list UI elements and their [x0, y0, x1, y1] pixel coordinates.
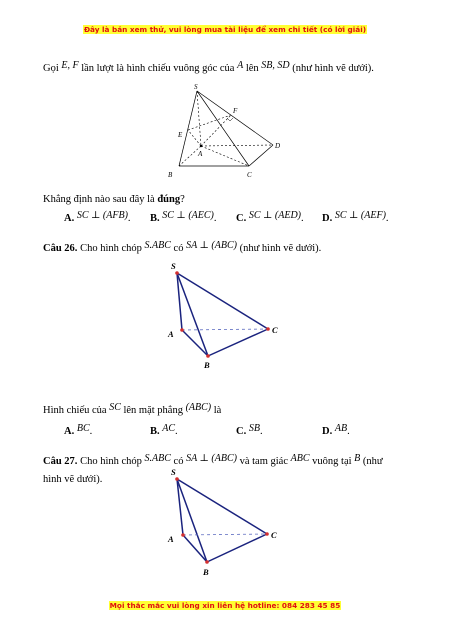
edge-SC: [177, 273, 268, 329]
text: (như hình vẽ dưới).: [239, 243, 322, 254]
q26-option-d[interactable]: D. AB.: [322, 423, 350, 437]
q26-option-a[interactable]: A. BC.: [64, 423, 93, 437]
q25-option-d[interactable]: D. SC ⊥ (AEF).: [322, 210, 389, 224]
edge-AC: [182, 329, 268, 330]
text: (như hình vẽ dưới).: [292, 63, 374, 74]
option-math: BC: [76, 423, 90, 434]
edge-SC: [197, 91, 249, 166]
edge-BC: [208, 329, 268, 356]
text: và tam giác: [239, 456, 289, 467]
label-A: A: [168, 534, 174, 544]
option-key: B.: [150, 426, 160, 437]
text: ?: [180, 194, 185, 205]
text: Khẳng định nào sau đây là: [43, 194, 155, 205]
option-math: SB: [248, 423, 260, 434]
footer-banner: Mọi thắc mắc vui lòng xin liên hệ hotline: 084 283 45 85: [109, 601, 341, 610]
label-B: B: [204, 360, 210, 370]
edge-SB: [177, 273, 208, 356]
math: SA ⊥ (ABC): [186, 453, 237, 464]
text: Cho hình chóp: [80, 456, 142, 467]
option-key: A.: [64, 426, 75, 437]
option-math: AB: [334, 423, 348, 434]
option-key: A.: [64, 213, 75, 224]
label-B: B: [168, 171, 173, 179]
point-C: [265, 532, 269, 536]
q26-stem: [43, 242, 422, 255]
math: SB, SD: [261, 60, 290, 71]
edge-CD: [249, 145, 273, 166]
text: là: [213, 405, 222, 416]
text: (như: [362, 456, 383, 467]
text: vuông tại: [312, 456, 352, 467]
text: có: [173, 456, 184, 467]
math: B: [354, 453, 361, 464]
option-key: C.: [236, 426, 247, 437]
edge-SA: [197, 91, 201, 146]
label-A: A: [168, 329, 174, 339]
option-math: SC ⊥ (AFB): [76, 210, 128, 221]
text: có: [173, 243, 184, 254]
option-math: AC: [162, 423, 176, 434]
text: lần lượt là hình chiếu vuông góc của: [81, 63, 235, 74]
label-C: C: [272, 325, 278, 335]
text: hình vẽ dưới).: [43, 474, 103, 485]
label-S: S: [194, 83, 198, 91]
question-label: Câu 27.: [43, 456, 78, 467]
point-B: [206, 354, 210, 358]
q26-option-b[interactable]: B. AC.: [150, 423, 178, 437]
label-A: A: [198, 150, 203, 158]
math: S.ABC: [144, 240, 171, 251]
q26-prompt: [43, 404, 422, 417]
label-S: S: [171, 467, 176, 477]
label-E: E: [178, 131, 183, 139]
header-banner: Đây là bản xem thử, vui lòng mua tài liệu để xem chi tiết (có lời giải): [83, 25, 367, 34]
edge-SC: [177, 479, 267, 534]
q25-prompt: [43, 193, 422, 206]
label-B: B: [203, 567, 209, 577]
point-B: [205, 560, 209, 564]
edge-SB: [179, 91, 197, 166]
option-math: SC ⊥ (AEF): [334, 210, 386, 221]
option-key: B.: [150, 213, 160, 224]
text: Hình chiếu của: [43, 405, 107, 416]
edge-AB: [182, 330, 208, 356]
q26-option-c[interactable]: C. SB.: [236, 423, 263, 437]
label-C: C: [271, 530, 277, 540]
edge-AC: [183, 534, 267, 535]
point-A: [180, 328, 184, 332]
text: Cho hình chóp: [80, 243, 142, 254]
q25-option-b[interactable]: B. SC ⊥ (AEC).: [150, 210, 217, 224]
math: S.ABC: [144, 453, 171, 464]
math: ABC: [290, 453, 310, 464]
edge-AB: [183, 535, 207, 562]
segment-AE: [188, 130, 201, 146]
text: Gọi: [43, 63, 59, 74]
segment-EF: [188, 115, 231, 130]
point-S: [175, 271, 179, 275]
q25-option-c[interactable]: C. SC ⊥ (AED).: [236, 210, 304, 224]
point-A: [181, 533, 185, 537]
text: lên: [245, 63, 259, 74]
option-key: D.: [322, 213, 333, 224]
math: SA ⊥ (ABC): [186, 240, 237, 251]
label-D: D: [275, 142, 281, 150]
question-label: Câu 26.: [43, 243, 78, 254]
point-C: [266, 327, 270, 331]
tetrahedron-figure-q26: [160, 260, 290, 375]
text: lên mặt phẳng: [123, 405, 183, 416]
edge-AD: [201, 145, 273, 146]
edge-BC: [207, 534, 267, 562]
pyramid-figure: [165, 80, 285, 180]
option-math: SC ⊥ (AED): [248, 210, 302, 221]
q25-intro: [43, 62, 422, 75]
option-math: SC ⊥ (AEC): [162, 210, 214, 221]
label-C: C: [247, 171, 252, 179]
emphasis: đúng: [157, 194, 181, 205]
math: SC: [109, 402, 121, 413]
edge-SD: [197, 91, 273, 145]
math: A: [237, 60, 244, 71]
math: (ABC): [185, 402, 212, 413]
math: E, F: [61, 60, 79, 71]
right-angle-mark: [227, 118, 233, 121]
point-S: [175, 477, 179, 481]
tetrahedron-figure-q27: [163, 465, 293, 580]
label-S: S: [171, 261, 176, 271]
segment-AF: [201, 115, 231, 146]
point-A: [200, 145, 202, 147]
option-key: D.: [322, 426, 333, 437]
option-key: C.: [236, 213, 247, 224]
label-F: F: [233, 107, 238, 115]
q25-option-a[interactable]: A. SC ⊥ (AFB).: [64, 210, 131, 224]
